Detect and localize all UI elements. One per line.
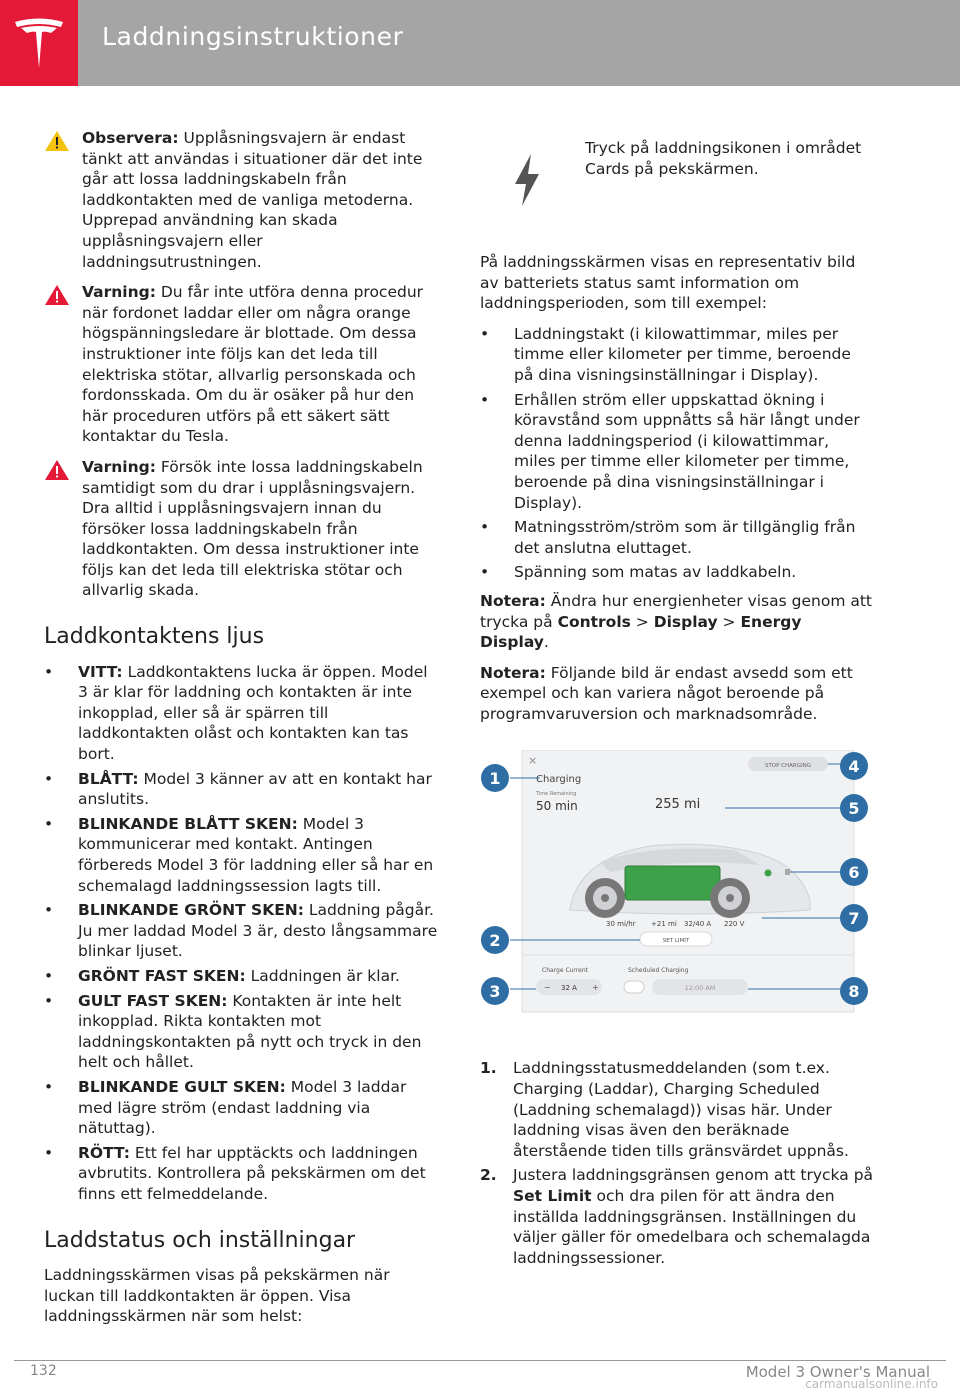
list-item: 1. Laddningsstatusmeddelanden (som t.ex. Charging (Laddar), Charging Scheduled (Laddning schemalagd)) visas här. Under laddning visas även den beräknade återstående tiden tills gränsvärdet uppnås. — [480, 1059, 849, 1160]
list-item: • BLÅTT: Model 3 känner av att en kontakt har anslutits. — [44, 769, 432, 809]
svg-text:1: 1 — [489, 769, 501, 789]
current-value: 32 A — [561, 984, 577, 993]
page-title: Laddningsinstruktioner — [102, 22, 404, 51]
list-item: • BLINKANDE GULT SKEN: Model 3 laddar med lägre ström (endast laddning via nätuttag). — [44, 1077, 407, 1138]
right-column — [480, 128, 875, 1272]
lights-list — [44, 662, 439, 1205]
svg-text:3: 3 — [489, 982, 501, 1002]
callout-6 — [840, 858, 868, 886]
list-item: • RÖTT: Ett fel har upptäckts och laddningen avbrutits. Kontrollera på pekskärmen om det finns ett felmeddelande. — [44, 1143, 426, 1203]
range-added: +21 mi — [651, 920, 677, 929]
warning-text: Du får inte utföra denna procedur när fordonet laddar eller om några orange högspänningsledare är blottade. Om dessa instruktioner inte följs kan det leda till elektriska stötar, allvarlig personskada och fordonsskada. Om du är osäker på hur den här proceduren utförs på ett säkert sätt kontaktar du Tesla. — [82, 283, 424, 446]
svg-text:5: 5 — [848, 799, 860, 819]
tesla-logo — [0, 0, 78, 86]
svg-text:7: 7 — [848, 909, 860, 929]
warning-text: Försök inte lossa laddningskabeln samtidigt som du drar i upplåsningsvajern. Dra alltid i upplåsningsvajern innan du försöker lossa laddningskabeln från laddkontakten. Om dessa instruktioner inte följs kan det leda till elektriska stötar och allvarlig skada. — [82, 457, 423, 600]
note-energy-display: Notera: Ändra hur energienheter visas genom att trycka på Controls > Display > Energy Display. — [480, 591, 872, 652]
list-item: • GRÖNT FAST SKEN: Laddningen är klar. — [44, 966, 400, 985]
warning-label: Varning: — [82, 283, 156, 302]
warning-icon — [44, 459, 70, 481]
note-figure: Notera: Följande bild är endast avsedd som ett exempel och kan variera något beroende på programvaruversion och marknadsområde. — [480, 663, 853, 723]
caution-icon — [44, 130, 70, 152]
callout-5 — [840, 794, 868, 822]
list-item: • Matningsström/ström som är tillgänglig från det anslutna eluttaget. — [480, 518, 856, 557]
time-remaining-value: 50 min — [536, 799, 578, 814]
charging-status: Charging — [536, 774, 582, 786]
svg-text:4: 4 — [848, 757, 860, 777]
manual-title: Model 3 Owner's Manual — [745, 1363, 930, 1381]
list-item: • Laddningstakt (i kilowattimmar, miles per timme eller kilometer per timme, beroende på dina visningsinställningar i Display). — [480, 324, 851, 384]
charge-rate: 30 mi/hr — [606, 920, 636, 929]
numbered-list — [480, 1058, 875, 1268]
scheduled-time-value: 12:00 AM — [684, 984, 716, 993]
battery-level — [625, 866, 720, 900]
page-header — [0, 0, 960, 86]
callout-2 — [481, 926, 509, 954]
svg-text:8: 8 — [848, 982, 860, 1002]
stop-charging-button: STOP CHARGING — [764, 763, 812, 770]
range-value: 255 mi — [655, 797, 701, 813]
time-remaining-label: Time Remaining — [536, 791, 577, 798]
info-list — [480, 324, 875, 583]
note-label: Observera: — [82, 129, 179, 147]
note-text: Upplåsningsvajern är endast tänkt att användas i situationer där det inte går att lossa laddningskabeln från laddkontakten med de vanliga metoderna. Upprepad användning kan skada upplåsningsvajern eller laddningsutrustningen. — [82, 129, 423, 271]
charge-voltage: 220 V — [724, 920, 745, 929]
section-title-status: Laddstatus och inställningar — [44, 1227, 356, 1253]
charging-bolt-icon — [512, 154, 542, 206]
charging-icon-row — [480, 128, 875, 198]
callout-3 — [481, 977, 509, 1005]
list-item: • BLINKANDE GRÖNT SKEN: Laddning pågår. Ju mer laddad Model 3 är, desto långsammare blinkar ljuset. — [44, 901, 438, 961]
charging-screen-illustration — [480, 750, 880, 1028]
minus-button: − — [544, 983, 551, 993]
charge-current: 32/40 A — [684, 920, 712, 929]
lock-icon — [785, 869, 790, 875]
scheduled-toggle — [624, 981, 644, 993]
warning-icon — [44, 284, 70, 306]
intro-paragraph: På laddningsskärmen visas en representativ bild av batteriets status samt information om laddningsperioden, som till exempel: — [480, 253, 856, 313]
page-number: 132 — [30, 1363, 57, 1379]
callout-1 — [481, 764, 509, 792]
callout-7 — [840, 904, 868, 932]
charge-current-label: Charge Current — [542, 967, 588, 975]
list-item: • BLINKANDE BLÅTT SKEN: Model 3 kommunicerar med kontakt. Antingen förbereds Model 3 för laddning eller så har en schemalagd laddningssession lagts till. — [44, 814, 434, 895]
section-title-lights: Laddkontaktens ljus — [44, 624, 265, 650]
charging-screen-figure — [480, 750, 880, 1028]
callout-8 — [840, 977, 868, 1005]
svg-text:2: 2 — [489, 931, 501, 951]
close-icon: × — [528, 754, 538, 768]
list-item: • Spänning som matas av laddkabeln. — [480, 563, 797, 582]
svg-text:6: 6 — [848, 863, 860, 883]
list-item: • Erhållen ström eller uppskattad ökning i köravstånd som uppnåtts så här långt under denna laddningsperiod (i kilowattimmar, miles per timme eller kilometer per timme, beroende på dina visningsinställningar i Display). — [480, 390, 860, 512]
footer-divider — [14, 1360, 946, 1361]
section-paragraph: Laddningsskärmen visas på pekskärmen när luckan till laddkontakten är öppen. Visa laddningsskärmen när som helst: — [44, 1266, 390, 1326]
list-item: 2. Justera laddningsgränsen genom att trycka på Set Limit och dra pilen för att ändra den inställda laddningsgränsen. Inställningen du väljer gäller för omedelbara och schemalagda laddningssessioner. — [480, 1166, 874, 1267]
warning-2 — [44, 457, 439, 601]
warning-label: Varning: — [82, 457, 156, 476]
set-limit-button: SET LIMIT — [662, 938, 690, 945]
plus-button: + — [592, 983, 599, 993]
warning-1 — [44, 282, 439, 447]
left-column — [44, 128, 439, 1337]
note-observera — [44, 128, 439, 272]
charge-port-light-icon — [765, 870, 772, 877]
list-item: • GULT FAST SKEN: Kontakten är inte helt inkopplad. Rikta kontakten mot laddningskontakten på nytt och tryck in den helt och hållet. — [44, 991, 422, 1072]
scheduled-charging-label: Scheduled Charging — [628, 967, 689, 975]
list-item: • VITT: Laddkontaktens lucka är öppen. Model 3 är klar för laddning och kontakten är inte inkopplad, eller så är spärren till laddkontakten olåst och kontakten kan tas bort. — [44, 662, 428, 764]
bolt-text: Tryck på laddningsikonen i området Cards på pekskärmen. — [585, 139, 862, 178]
watermark: carmanualsonline.info — [805, 1377, 938, 1391]
callout-4 — [840, 752, 868, 780]
tesla-logo-icon — [11, 16, 67, 70]
